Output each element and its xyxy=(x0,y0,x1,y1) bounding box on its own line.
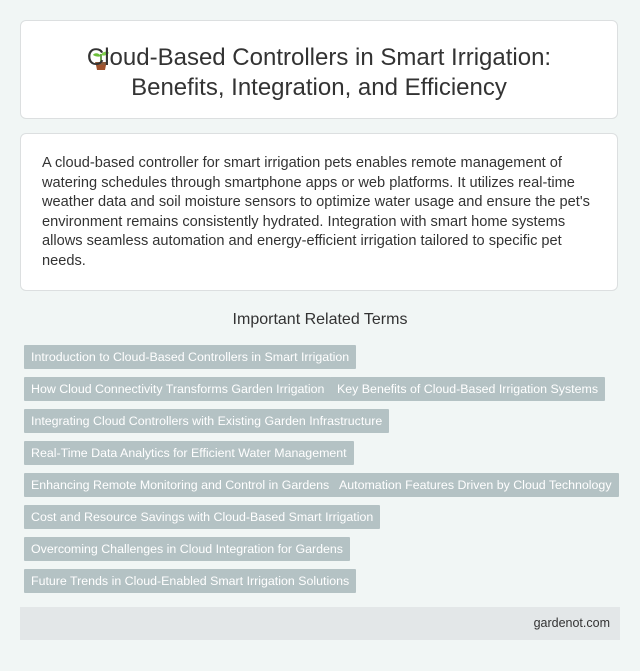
term-tag-3[interactable]: Key Benefits of Cloud-Based Irrigation Systems xyxy=(330,377,605,401)
page-title xyxy=(21,43,617,103)
page-title-line-2: Benefits, Integration, and Efficiency xyxy=(131,74,507,101)
intro-paragraph: A cloud-based controller for smart irrigation pets enables remote management of watering schedules through smartphone apps or web platforms. It utilizes real-time weather data and soil moisture sensors to optimize water usage and ensure the pet's environment remains consistently hydrated. Integration with smart home systems allows seamless automation and energy-efficient irrigation tailored to specific pet needs. xyxy=(42,155,590,269)
page-title-line-1: Cloud-Based Controllers in Smart Irrigation: xyxy=(86,44,552,71)
term-tag-2[interactable]: How Cloud Connectivity Transforms Garden Irrigation xyxy=(24,377,331,401)
related-terms-heading: Important Related Terms xyxy=(232,311,408,328)
term-tag-9[interactable]: Overcoming Challenges in Cloud Integration for Gardens xyxy=(24,537,350,561)
term-tag-7[interactable]: Automation Features Driven by Cloud Technology xyxy=(332,473,619,497)
footer-bar xyxy=(20,607,620,640)
term-tag-8[interactable]: Cost and Resource Savings with Cloud-Based Smart Irrigation xyxy=(24,505,380,529)
term-tag-10[interactable]: Future Trends in Cloud-Enabled Smart Irrigation Solutions xyxy=(24,569,356,593)
term-tag-6[interactable]: Enhancing Remote Monitoring and Control in Gardens xyxy=(24,473,336,497)
term-tag-4[interactable]: Integrating Cloud Controllers with Existing Garden Infrastructure xyxy=(24,409,389,433)
term-tag-5[interactable]: Real-Time Data Analytics for Efficient Water Management xyxy=(24,441,354,465)
header-card xyxy=(20,20,618,119)
term-tag-1[interactable]: Introduction to Cloud-Based Controllers in Smart Irrigation xyxy=(24,345,356,369)
intro-card xyxy=(20,133,618,291)
footer-site-link[interactable]: gardenot.com xyxy=(533,616,610,630)
